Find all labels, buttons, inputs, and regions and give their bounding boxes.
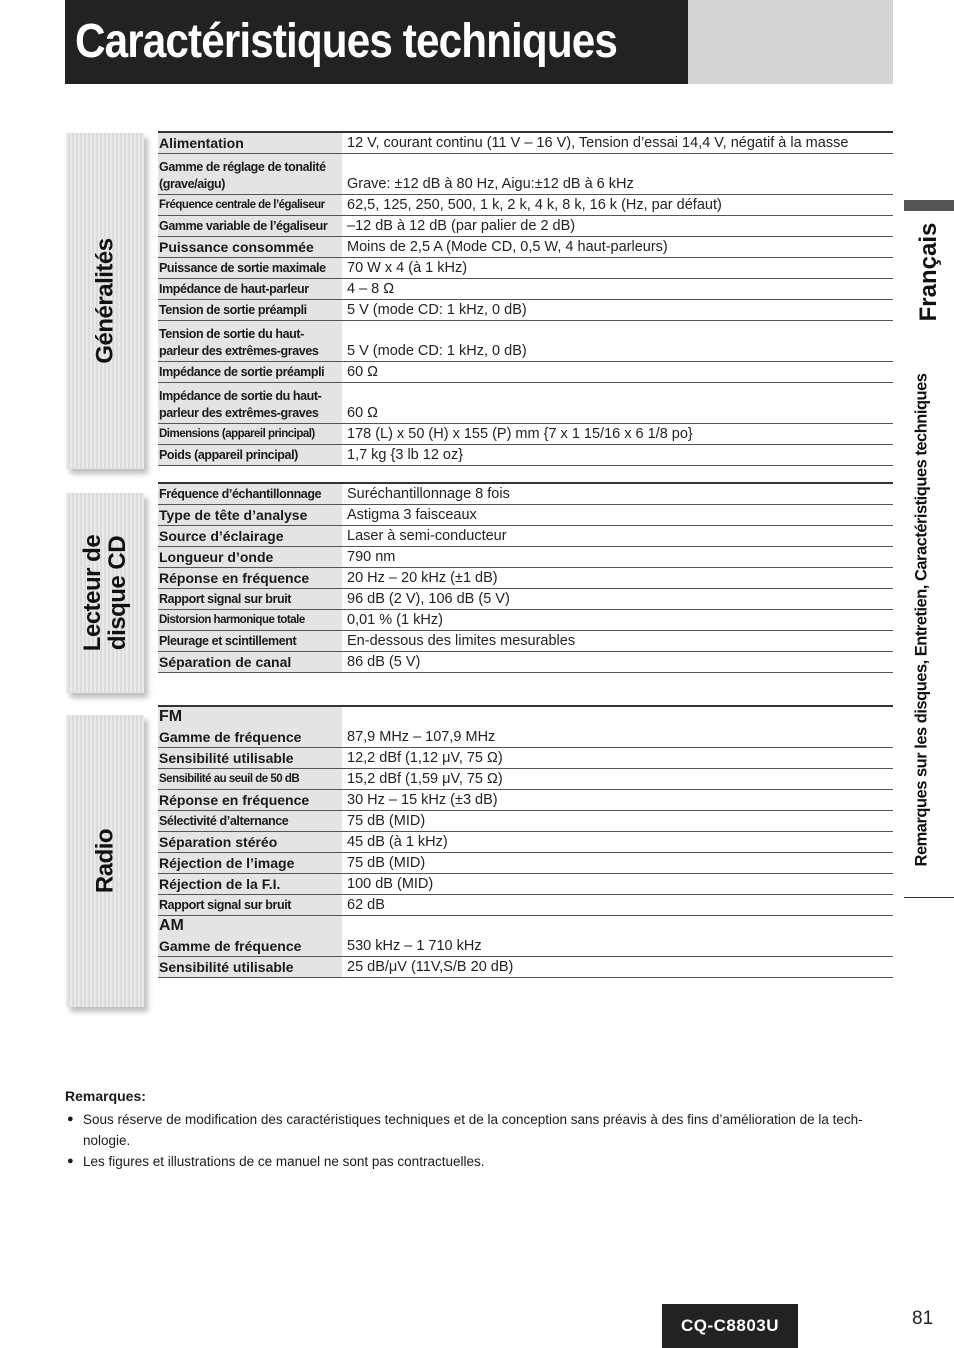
spec-value: Laser à semi-conducteur: [347, 528, 507, 544]
spec-value: 5 V (mode CD: 1 kHz, 0 dB): [347, 302, 527, 318]
spec-key: Rapport signal sur bruit: [158, 895, 342, 915]
notes-title: Remarques:: [65, 1088, 146, 1104]
spec-key: Sensibilité utilisable: [158, 957, 342, 977]
table-row: [158, 811, 893, 832]
table-row: [158, 707, 893, 748]
spec-key: Longueur d’onde: [158, 547, 342, 567]
table-row: [158, 321, 893, 362]
spec-key: Puissance consommée: [158, 237, 342, 257]
table-row: [158, 790, 893, 811]
spec-value: 86 dB (5 V): [347, 654, 421, 670]
spec-key: Source d’éclairage: [158, 526, 342, 546]
title-block: [65, 0, 688, 84]
notes: [65, 1086, 893, 1172]
table-row: [158, 526, 893, 547]
table-row: [158, 237, 893, 258]
spec-value: 12 V, courant continu (11 V – 16 V), Tension d’essai 14,4 V, négatif à la masse: [347, 135, 849, 151]
section-tab-radio: [66, 715, 144, 1007]
spec-value: 1,7 kg {3 lb 12 oz}: [347, 447, 464, 463]
spec-value: 96 dB (2 V), 106 dB (5 V): [347, 591, 510, 607]
page-title: Caractéristiques techniques: [75, 15, 617, 68]
spec-key: Gamme de fréquence: [159, 938, 302, 954]
spec-value: 5 V (mode CD: 1 kHz, 0 dB): [347, 343, 527, 359]
table-row: [158, 133, 893, 154]
section-tab-cd: [66, 493, 144, 693]
language-marker-bar: [904, 200, 954, 211]
spec-key-group: [158, 916, 342, 956]
spec-value: Astigma 3 faisceaux: [347, 507, 477, 523]
list-item: [65, 1151, 893, 1172]
spec-key: Réponse en fréquence: [158, 790, 342, 810]
spec-key: Gamme de réglage de tonalité (grave/aigu): [158, 154, 342, 194]
spec-value: 75 dB (MID): [347, 813, 426, 829]
table-row: [158, 853, 893, 874]
spec-value: 20 Hz – 20 kHz (±1 dB): [347, 570, 498, 586]
section-label-cd-line1: Lecteur de: [79, 534, 106, 652]
spec-key: Impédance de sortie du haut-parleur des extrêmes-graves: [158, 383, 342, 423]
spec-value: 178 (L) x 50 (H) x 155 (P) mm {7 x 1 15/16 x 6 1/8 po}: [347, 426, 693, 442]
section-label-general: Généralités: [91, 238, 119, 364]
spec-table-cd: [158, 482, 893, 699]
language-label: Français: [915, 222, 942, 322]
table-row: [158, 154, 893, 195]
spec-value: 87,9 MHz – 107,9 MHz: [347, 729, 496, 745]
table-row: [158, 916, 893, 957]
spec-value: 30 Hz – 15 kHz (±3 dB): [347, 792, 498, 808]
spec-key: Réjection de l’image: [158, 853, 342, 873]
table-row: [158, 631, 893, 652]
spec-value: 62,5, 125, 250, 500, 1 k, 2 k, 4 k, 8 k, 16 k (Hz, par défaut): [347, 197, 722, 213]
spec-value: 0,01 % (1 kHz): [347, 612, 443, 628]
spec-value: Moins de 2,5 A (Mode CD, 0,5 W, 4 haut-parleurs): [347, 239, 668, 255]
spec-value: En-dessous des limites mesurables: [347, 633, 576, 649]
spec-key-group: [158, 707, 342, 747]
chapter-subtitle: Remarques sur les disques, Entretien, Caractéristiques techniques: [912, 373, 931, 867]
spec-key: Sélectivité d’alternance: [158, 811, 342, 831]
spec-key: Poids (appareil principal): [158, 445, 342, 465]
model-badge: CQ-C8803U: [662, 1304, 798, 1348]
spec-value: 60 Ω: [347, 405, 378, 421]
spec-key: Séparation stéréo: [158, 832, 342, 852]
table-row: [158, 874, 893, 895]
bullet-icon: ●: [67, 1113, 74, 1125]
table-row: [158, 568, 893, 589]
table-row: [158, 610, 893, 631]
table-row: [158, 300, 893, 321]
spec-value: –12 dB à 12 dB (par palier de 2 dB): [347, 218, 576, 234]
spec-value: 25 dB/μV (11V,S/B 20 dB): [347, 959, 514, 975]
spec-value: 45 dB (à 1 kHz): [347, 834, 448, 850]
spec-value: 70 W x 4 (à 1 kHz): [347, 260, 468, 276]
table-row: [158, 424, 893, 445]
table-row: [158, 748, 893, 769]
title-bar: [65, 0, 893, 84]
page-number: 81: [912, 1308, 934, 1329]
spec-key: Fréquence centrale de l’égaliseur: [158, 195, 342, 215]
table-row: [158, 895, 893, 916]
table-row: [158, 589, 893, 610]
spec-value: 12,2 dBf (1,12 μV, 75 Ω): [347, 750, 503, 766]
spec-value: 100 dB (MID): [347, 876, 434, 892]
spec-value: 75 dB (MID): [347, 855, 426, 871]
table-row: [158, 832, 893, 853]
spec-value: 530 kHz – 1 710 kHz: [347, 938, 482, 954]
spec-key: Tension de sortie préampli: [158, 300, 342, 320]
table-row: [158, 652, 893, 673]
group-label-am: AM: [159, 917, 184, 934]
spec-key: Rapport signal sur bruit: [158, 589, 342, 609]
spec-key: Alimentation: [158, 133, 342, 153]
spec-value: 62 dB: [347, 897, 385, 913]
section-label-cd-line2: disque CD: [104, 535, 131, 651]
table-row: [158, 362, 893, 383]
spec-key: Impédance de sortie préampli: [158, 362, 342, 382]
spec-value: 60 Ω: [347, 364, 378, 380]
spec-key: Distorsion harmonique totale: [158, 610, 342, 630]
table-row: [158, 195, 893, 216]
spec-table-general: [158, 131, 893, 492]
list-item: [65, 1109, 893, 1151]
note-text: Les figures et illustrations de ce manuel ne sont pas contractuelles.: [83, 1154, 485, 1169]
table-spacer: [158, 673, 893, 699]
table-row: [158, 547, 893, 568]
spec-key: Réjection de la F.I.: [158, 874, 342, 894]
spec-key: Type de tête d’analyse: [158, 505, 342, 525]
spec-key: Dimensions (appareil principal): [158, 424, 342, 444]
spec-value: Suréchantillonnage 8 fois: [347, 486, 510, 502]
table-row: [158, 484, 893, 505]
table-row: [158, 769, 893, 790]
table-row: [158, 445, 893, 466]
table-row: [158, 957, 893, 978]
spec-value: 4 – 8 Ω: [347, 281, 395, 297]
spec-key: Tension de sortie du haut-parleur des extrêmes-graves: [158, 321, 342, 361]
table-row: [158, 258, 893, 279]
note-text: Sous réserve de modification des caractéristiques techniques et de la conception sans préavis à des fins d’amélioration de la tech-nologie.: [83, 1112, 863, 1148]
table-row: [158, 505, 893, 526]
table-row: [158, 279, 893, 300]
table-row: [158, 216, 893, 237]
section-label-radio: Radio: [91, 828, 119, 894]
spec-key: Réponse en fréquence: [158, 568, 342, 588]
spec-key: Fréquence d’échantillonnage: [158, 484, 342, 504]
spec-key: Pleurage et scintillement: [158, 631, 342, 651]
sidebar-divider: [904, 897, 954, 898]
spec-key: Puissance de sortie maximale: [158, 258, 342, 278]
spec-key: Impédance de haut-parleur: [158, 279, 342, 299]
bullet-icon: ●: [67, 1155, 74, 1167]
spec-key: Sensibilité au seuil de 50 dB: [158, 769, 342, 789]
section-tab-general: [66, 133, 144, 469]
spec-key: Gamme variable de l’égaliseur: [158, 216, 342, 236]
section-label-cd: [80, 535, 130, 651]
spec-key: Séparation de canal: [158, 652, 342, 672]
group-label-fm: FM: [159, 708, 183, 725]
spec-value: 15,2 dBf (1,59 μV, 75 Ω): [347, 771, 503, 787]
spec-key: Gamme de fréquence: [159, 729, 302, 745]
spec-table-radio: [158, 705, 893, 978]
spec-value: Grave: ±12 dB à 80 Hz, Aigu:±12 dB à 6 kHz: [347, 176, 634, 192]
table-row: [158, 383, 893, 424]
spec-value: 790 nm: [347, 549, 396, 565]
spec-key: Sensibilité utilisable: [158, 748, 342, 768]
